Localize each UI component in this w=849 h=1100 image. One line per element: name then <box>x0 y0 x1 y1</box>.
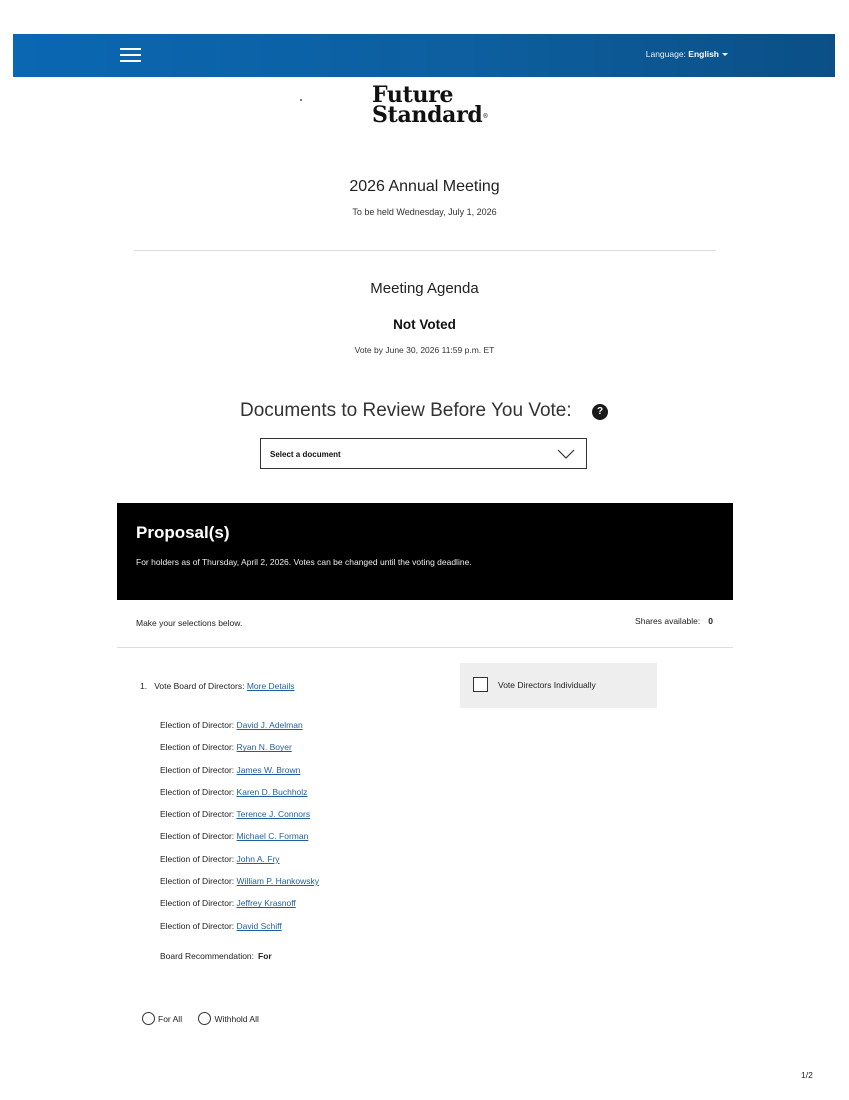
radio-circle[interactable] <box>198 1012 211 1025</box>
for-all-label: For All <box>158 1013 183 1024</box>
language-value: English <box>688 49 719 59</box>
director-link[interactable]: David J. Adelman <box>236 720 303 730</box>
director-prefix: Election of Director: <box>160 853 235 864</box>
document-select[interactable] <box>260 438 587 469</box>
shares-available <box>635 616 713 626</box>
more-details-link[interactable]: More Details <box>246 681 295 691</box>
director-link[interactable]: David Schiff <box>236 920 282 931</box>
director-row <box>160 764 319 786</box>
vote-individually-label: Vote Directors Individually <box>498 680 596 690</box>
vote-individually-checkbox[interactable] <box>473 677 488 692</box>
proposals-header <box>117 503 733 600</box>
director-prefix: Election of Director: <box>160 720 235 730</box>
vote-options <box>142 1012 273 1027</box>
director-row <box>160 741 319 763</box>
director-list <box>160 719 319 942</box>
director-prefix: Election of Director: <box>160 920 235 931</box>
meeting-date: To be held Wednesday, July 1, 2026 <box>352 207 497 217</box>
documents-heading: Documents to Review Before You Vote: <box>240 400 572 421</box>
director-row <box>160 786 319 808</box>
withhold-all-label: Withhold All <box>214 1013 259 1024</box>
divider <box>134 250 716 251</box>
stray-dot <box>300 99 302 101</box>
director-row <box>160 808 319 830</box>
proposal-label: Vote Board of Directors: <box>154 681 245 691</box>
selection-instructions: Make your selections below. <box>136 618 243 628</box>
caret-down-icon <box>722 53 728 56</box>
board-recommendation <box>160 951 272 961</box>
director-row <box>160 719 319 741</box>
vote-status: Not Voted <box>393 317 456 332</box>
page-number: 1/2 <box>801 1070 813 1080</box>
director-link[interactable]: Ryan N. Boyer <box>236 742 292 753</box>
director-prefix: Election of Director: <box>160 764 235 775</box>
document-select-value: Select a document <box>270 450 341 459</box>
vote-individually-toggle[interactable] <box>460 663 657 708</box>
vote-deadline: Vote by June 30, 2026 11:59 p.m. ET <box>354 345 495 355</box>
director-prefix: Election of Director: <box>160 876 235 887</box>
director-row <box>160 853 319 875</box>
director-prefix: Election of Director: <box>160 809 235 820</box>
recommendation-label: Board Recommendation: <box>160 951 255 961</box>
proposals-description: For holders as of Thursday, April 2, 2026. Votes can be changed until the voting deadline. <box>136 557 472 567</box>
logo-line-1: Future <box>372 82 454 108</box>
shares-value: 0 <box>708 616 713 626</box>
language-label: Language: <box>645 49 686 59</box>
director-link[interactable]: William P. Hankowsky <box>236 876 320 887</box>
director-row <box>160 897 319 919</box>
proposal-number: 1. <box>140 681 148 691</box>
director-link[interactable]: John A. Fry <box>236 853 280 864</box>
divider <box>117 647 733 648</box>
top-navigation-bar <box>13 34 835 77</box>
question-circle-icon[interactable]: ? <box>592 404 608 420</box>
registered-mark: ® <box>482 113 489 120</box>
director-row <box>160 830 319 852</box>
director-prefix: Election of Director: <box>160 786 235 797</box>
proposals-title: Proposal(s) <box>136 523 230 542</box>
director-link[interactable]: Michael C. Forman <box>236 831 309 842</box>
director-prefix: Election of Director: <box>160 831 235 842</box>
agenda-title: Meeting Agenda <box>370 280 479 297</box>
director-prefix: Election of Director: <box>160 742 235 753</box>
shares-label: Shares available: <box>635 616 701 626</box>
director-link[interactable]: Jeffrey Krasnoff <box>236 898 296 909</box>
meeting-title: 2026 Annual Meeting <box>349 178 500 195</box>
hamburger-menu-icon[interactable] <box>120 47 141 63</box>
logo-line-2: Standard <box>372 102 483 128</box>
chevron-down-icon <box>557 449 575 459</box>
recommendation-value: For <box>258 951 272 961</box>
director-link[interactable]: Karen D. Buchholz <box>236 786 308 797</box>
withhold-all-radio[interactable] <box>198 1012 258 1025</box>
proposal-item-title <box>140 681 295 691</box>
director-link[interactable]: James W. Brown <box>236 764 301 775</box>
director-prefix: Election of Director: <box>160 898 235 909</box>
language-selector[interactable] <box>646 49 728 59</box>
director-link[interactable]: Terence J. Connors <box>236 809 311 820</box>
future-standard-logo <box>372 82 489 128</box>
director-row <box>160 875 319 897</box>
for-all-radio[interactable] <box>142 1012 182 1025</box>
director-row <box>160 920 319 942</box>
radio-circle[interactable] <box>142 1012 155 1025</box>
